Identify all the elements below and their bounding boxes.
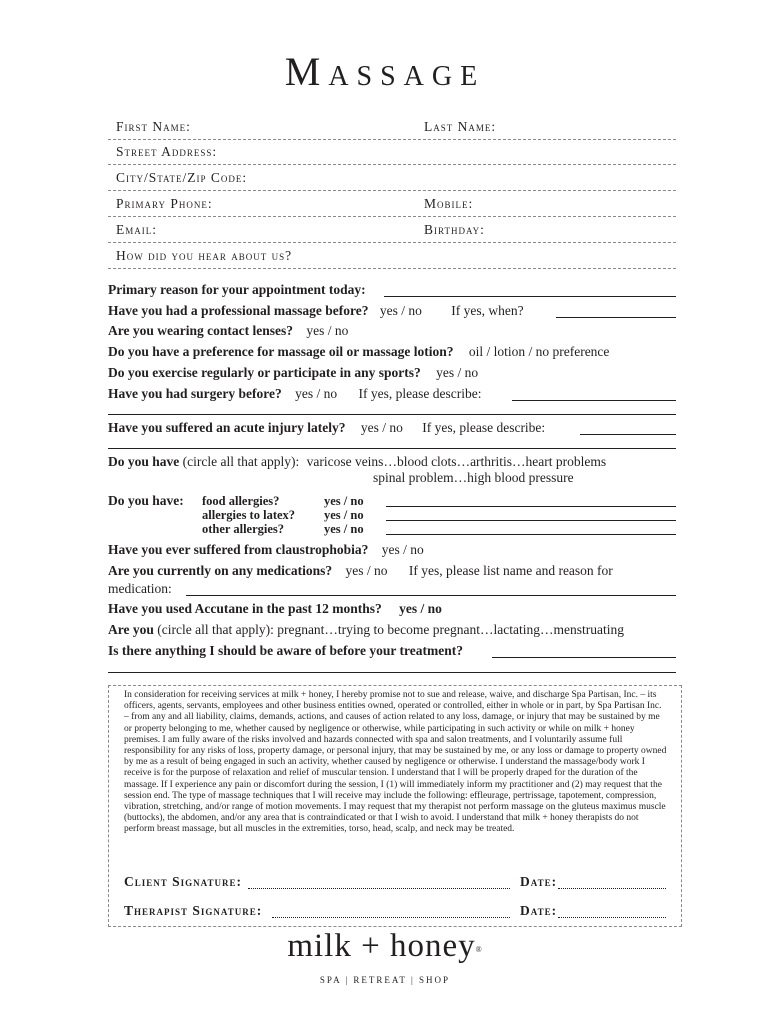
question-text: Primary reason for your appointment today: (108, 282, 366, 297)
answer-line (386, 534, 676, 535)
answer-line (512, 400, 676, 401)
question-text: Do you have (108, 454, 180, 469)
follow-up-text-continued: medication: (108, 581, 172, 596)
client-signature-label: Client Signature: (124, 874, 242, 889)
question-text: Do you have a preference for massage oil or massage lotion? (108, 344, 454, 359)
question-pregnancy (108, 622, 624, 638)
how-did-you-hear-label: How did you hear about us? (116, 248, 293, 263)
yes-no-options: yes / no (399, 601, 442, 616)
pregnancy-options: pregnant…trying to become pregnant…lactating…menstruating (277, 622, 624, 637)
question-exercise (108, 365, 478, 381)
yes-no-options: yes / no (381, 542, 424, 557)
brand-name: milk + honey (287, 928, 476, 964)
follow-up-text: If yes, when? (451, 303, 524, 318)
waiver-text: In consideration for receiving services at milk + honey, I hereby promise not to sue and release, waive, and discharge Spa Partisan, Inc. – its officers, agents, servants, employees and other business entities owned, operated or controlled, either in whole or in part, by Spa Partisan Inc. – from any and all liability, claims, demands, actions, and causes of action related to any loss, damage, or injury that may be sustained by me or property belonging to me, whether caused by negligence or otherwise, while participating in such activity or while on milk + honey premises. I am fully aware of the risks involved and hazards connected with spa and salon treatments, and I voluntarily assume full responsibility for any risks of loss, property damage, or personal injury, that may be sustained by me, or any loss or damage to property owned by me as a result of being engaged in such an activity, whether caused by negligence or otherwise. I understand the massage/body work I receive is for the purpose of relaxation and relief of muscular tension. I understand that I will be properly draped for the duration of the massage. If I experience any pain or discomfort during the session, I (1) will immediately inform my practitioner and (2) may request that the session end. The type of massage techniques that I will receive may include the following: effleurage, pertrissage, tapotement, compression, vibration, stretching, and/or range of motion movements. I may request that my therapist not perform massage on the gluteus maximus muscle (buttocks), the abdomen, and/or any area that is contraindicated or that I wish to avoid. I understand that milk + honey therapists do not perform breast massage, but all muscles in the extremities, torso, head, scalp, and neck may be treated. (124, 690, 667, 835)
answer-line (556, 317, 676, 318)
question-text: Are you currently on any medications? (108, 563, 333, 578)
name-row (108, 115, 676, 140)
therapist-date-line[interactable] (558, 917, 666, 918)
question-oil-lotion (108, 344, 609, 360)
answer-line (108, 448, 676, 449)
question-text: Have you used Accutane in the past 12 months? (108, 601, 382, 616)
therapist-signature-line[interactable] (272, 917, 510, 918)
answer-line (108, 672, 676, 673)
allergy-food-label: food allergies? (202, 494, 280, 508)
question-primary-reason (108, 282, 366, 298)
allergy-other-label: other allergies? (202, 522, 285, 536)
follow-up-text: If yes, please describe: (422, 420, 546, 435)
question-text: Do you have: (108, 493, 184, 508)
allergy-latex-label: allergies to latex? (202, 508, 296, 522)
question-text: Have you had surgery before? (108, 386, 282, 401)
therapist-date-label: Date: (520, 903, 558, 918)
yes-no-options: yes / no (306, 323, 349, 338)
question-text: Do you exercise regularly or participate in any sports? (108, 365, 421, 380)
allergy-other-options: yes / no (324, 522, 364, 536)
birthday-label: Birthday: (424, 222, 485, 237)
question-text: Are you wearing contact lenses? (108, 323, 293, 338)
question-text: Have you suffered an acute injury lately? (108, 420, 346, 435)
conditions-options: varicose veins…blood clots…arthritis…heart problems (306, 454, 607, 469)
instruction-text: (circle all that apply): (182, 454, 300, 469)
page-title: Massage (284, 49, 486, 94)
yes-no-options: yes / no (345, 563, 388, 578)
question-medications (108, 563, 613, 579)
yes-no-options: yes / no (295, 386, 338, 401)
mobile-label: Mobile: (424, 196, 474, 211)
answer-line (492, 657, 676, 658)
registered-mark: ® (475, 945, 483, 954)
preference-options: oil / lotion / no preference (468, 344, 610, 359)
question-claustrophobia (108, 542, 424, 558)
question-text: Have you had a professional massage before? (108, 303, 369, 318)
therapist-signature-label: Therapist Signature: (124, 903, 263, 918)
allergy-food-options: yes / no (324, 494, 364, 508)
client-signature-line[interactable] (248, 888, 510, 889)
last-name-label: Last Name: (424, 119, 497, 134)
primary-phone-label: Primary Phone: (116, 196, 213, 211)
allergy-latex-options: yes / no (324, 508, 364, 522)
first-name-label: First Name: (116, 119, 191, 134)
city-row (108, 166, 676, 191)
email-label: Email: (116, 222, 157, 237)
question-contact-lenses (108, 323, 348, 339)
question-allergies (108, 493, 184, 509)
city-state-zip-label: City/State/Zip Code: (116, 170, 248, 185)
follow-up-text: If yes, please describe: (358, 386, 482, 401)
client-date-line[interactable] (558, 888, 666, 889)
question-text: Is there anything I should be aware of before your treatment? (108, 643, 463, 658)
answer-line (580, 434, 676, 435)
question-surgery (108, 386, 481, 402)
conditions-options-continued: spinal problem…high blood pressure (373, 470, 574, 485)
question-text: Are you (108, 622, 154, 637)
question-text: Have you ever suffered from claustrophobia? (108, 542, 369, 557)
yes-no-options: yes / no (436, 365, 479, 380)
question-prior-massage (108, 303, 524, 319)
street-row (108, 140, 676, 165)
question-acute-injury (108, 420, 545, 436)
answer-line (108, 414, 676, 415)
email-row (108, 218, 676, 243)
answer-line (386, 520, 676, 521)
phone-row (108, 192, 676, 217)
yes-no-options: yes / no (360, 420, 403, 435)
question-anything-else (108, 643, 463, 659)
answer-line (386, 506, 676, 507)
question-conditions (108, 454, 606, 470)
brand-tagline: SPA | RETREAT | SHOP (319, 975, 451, 985)
answer-line (186, 595, 676, 596)
street-address-label: Street Address: (116, 144, 218, 159)
answer-line (384, 296, 676, 297)
referral-row (108, 244, 676, 269)
question-accutane (108, 601, 442, 617)
brand-logo (0, 928, 770, 965)
client-date-label: Date: (520, 874, 558, 889)
yes-no-options: yes / no (379, 303, 422, 318)
instruction-text: (circle all that apply): (157, 622, 274, 637)
follow-up-text: If yes, please list name and reason for (408, 563, 613, 578)
